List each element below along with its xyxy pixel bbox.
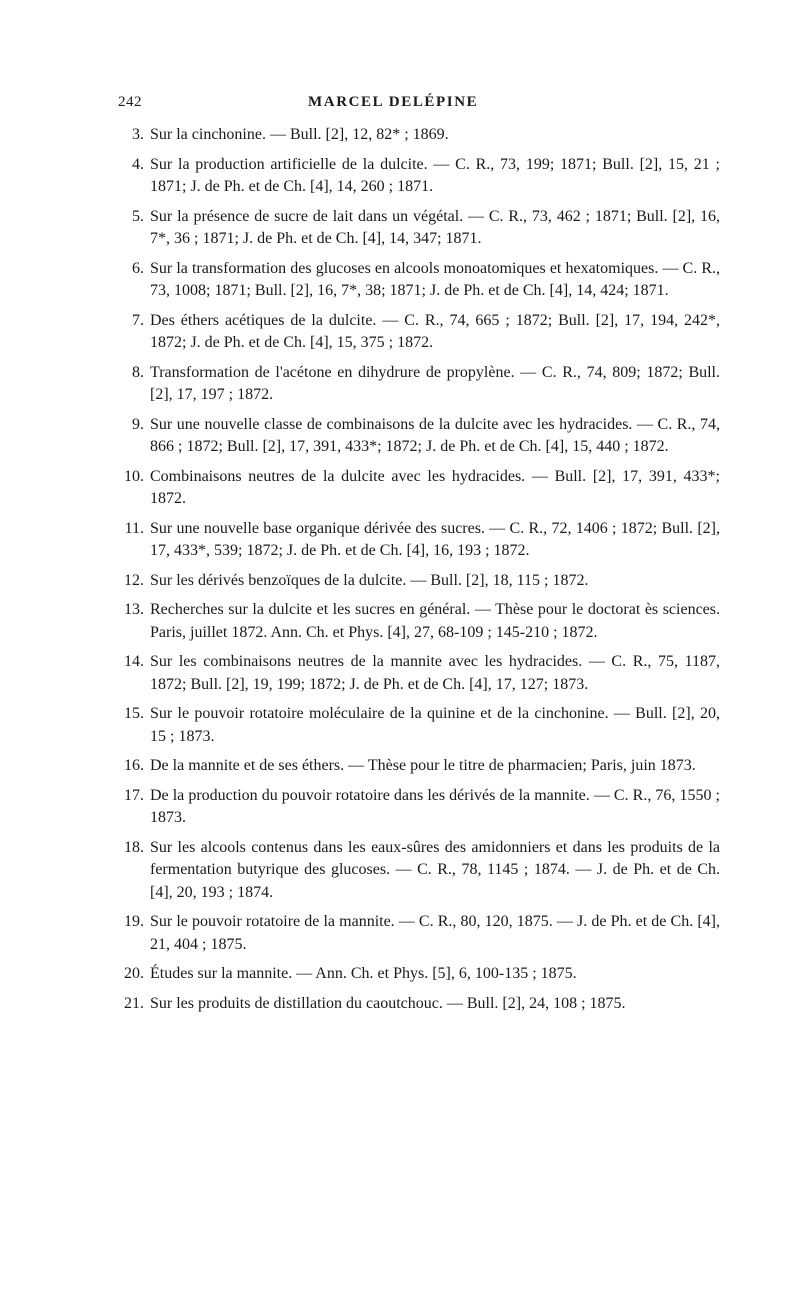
bibliography-entry <box>118 837 720 905</box>
bibliography-entry <box>118 755 720 778</box>
bibliography-entry <box>118 785 720 830</box>
entry-number: 8. <box>132 363 144 381</box>
entry-text: Sur les alcools contenus dans les eaux-sûres des amidonniers et dans les produits de la fermentation butyrique des glucoses. — C. R., 78, 1145 ; 1874. — J. de Ph. et de Ch. [4], 20, 193 ; 1874. <box>150 838 720 901</box>
bibliography-entry <box>118 124 720 147</box>
entry-text: Combinaisons neutres de la dulcite avec les hydracides. — Bull. [2], 17, 391, 433*; 1872. <box>150 467 720 507</box>
entry-number: 21. <box>124 994 144 1012</box>
entry-number: 9. <box>132 415 144 433</box>
bibliography-list <box>118 124 720 1036</box>
bibliography-entry <box>118 362 720 407</box>
bibliography-entry <box>118 466 720 511</box>
bibliography-entry <box>118 518 720 563</box>
entry-text: Sur la cinchonine. — Bull. [2], 12, 82* ; 1869. <box>150 126 449 143</box>
bibliography-entry <box>118 703 720 748</box>
entry-number: 16. <box>124 757 144 774</box>
entry-text: Sur la présence de sucre de lait dans un végétal. — C. R., 73, 462 ; 1871; Bull. [2], 16, 7*, 36 ; 1871; J. de Ph. et de Ch. [4], 14, 347; 1871. <box>150 207 720 247</box>
running-head <box>118 94 718 118</box>
entry-number: 11. <box>124 519 144 537</box>
bibliography-entry <box>118 206 720 251</box>
entry-text: Sur les produits de distillation du caoutchouc. — Bull. [2], 24, 108 ; 1875. <box>150 994 626 1012</box>
entry-text: Sur le pouvoir rotatoire moléculaire de la quinine et de la cinchonine. — Bull. [2], 20, 15 ; 1873. <box>150 705 720 745</box>
entry-number: 10. <box>124 467 144 485</box>
bibliography-entry <box>118 963 720 986</box>
entry-number: 15. <box>124 705 144 722</box>
entry-number: 13. <box>124 601 144 618</box>
bibliography-entry <box>118 414 720 459</box>
entry-text: Sur le pouvoir rotatoire de la mannite. — C. R., 80, 120, 1875. — J. de Ph. et de Ch. [4], 21, 404 ; 1875. <box>150 913 720 953</box>
entry-number: 19. <box>124 913 144 930</box>
entry-text: Sur les dérivés benzoïques de la dulcite. — Bull. [2], 18, 115 ; 1872. <box>150 571 589 589</box>
bibliography-entry <box>118 310 720 355</box>
bibliography-entry <box>118 570 720 593</box>
bibliography-entry <box>118 154 720 199</box>
entry-number: 17. <box>124 786 144 804</box>
bibliography-entry <box>118 258 720 303</box>
entry-text: Sur une nouvelle base organique dérivée des sucres. — C. R., 72, 1406 ; 1872; Bull. [2], 17, 433*, 539; 1872; J. de Ph. et de Ch. [4], 16, 193 ; 1872. <box>150 519 720 559</box>
bibliography-entry <box>118 911 720 956</box>
entry-text: Sur la transformation des glucoses en alcools monoatomiques et hexatomiques. — C. R., 73, 1008; 1871; Bull. [2], 16, 7*, 38; 1871; J. de Ph. et de Ch. [4], 14, 424; 1871. <box>150 259 720 299</box>
entry-text: Transformation de l'acétone en dihydrure de propylène. — C. R., 74, 809; 1872; Bull. [2], 17, 197 ; 1872. <box>150 363 720 403</box>
entry-text: Des éthers acétiques de la dulcite. — C. R., 74, 665 ; 1872; Bull. [2], 17, 194, 242*, 1872; J. de Ph. et de Ch. [4], 15, 375 ; 1872. <box>150 311 720 351</box>
entry-number: 18. <box>124 838 144 856</box>
entry-text: Recherches sur la dulcite et les sucres en général. — Thèse pour le doctorat ès sciences. Paris, juillet 1872. Ann. Ch. et Phys. [4], 27, 68-109 ; 145-210 ; 1872. <box>150 601 720 641</box>
entry-number: 12. <box>124 571 144 589</box>
bibliography-entry <box>118 993 720 1016</box>
entry-number: 7. <box>132 311 144 329</box>
entry-text: De la production du pouvoir rotatoire dans les dérivés de la mannite. — C. R., 76, 1550 ; 1873. <box>150 786 720 826</box>
entry-number: 20. <box>124 965 144 982</box>
entry-text: Études sur la mannite. — Ann. Ch. et Phys. [5], 6, 100-135 ; 1875. <box>150 965 577 982</box>
entry-text: Sur la production artificielle de la dulcite. — C. R., 73, 199; 1871; Bull. [2], 15, 21 ; 1871; J. de Ph. et de Ch. [4], 14, 260 ; 1871. <box>150 155 720 195</box>
entry-text: Sur une nouvelle classe de combinaisons de la dulcite avec les hydracides. — C. R., 74, 866 ; 1872; Bull. [2], 17, 391, 433*; 1872; J. de Ph. et de Ch. [4], 15, 440 ; 1872. <box>150 415 720 455</box>
entry-number: 4. <box>132 155 144 173</box>
entry-text: Sur les combinaisons neutres de la mannite avec les hydracides. — C. R., 75, 1187, 1872; Bull. [2], 19, 199; 1872; J. de Ph. et de Ch. [4], 17, 127; 1873. <box>150 653 720 693</box>
bibliography-entry <box>118 651 720 696</box>
header-title: MARCEL DELÉPINE <box>308 94 479 110</box>
entry-number: 6. <box>132 259 144 277</box>
entry-number: 14. <box>124 653 144 670</box>
bibliography-entry <box>118 599 720 644</box>
entry-number: 5. <box>132 207 144 225</box>
page-number: 242 <box>118 94 142 110</box>
entry-number: 3. <box>132 126 144 143</box>
entry-text: De la mannite et de ses éthers. — Thèse pour le titre de pharmacien; Paris, juin 1873. <box>150 757 696 774</box>
